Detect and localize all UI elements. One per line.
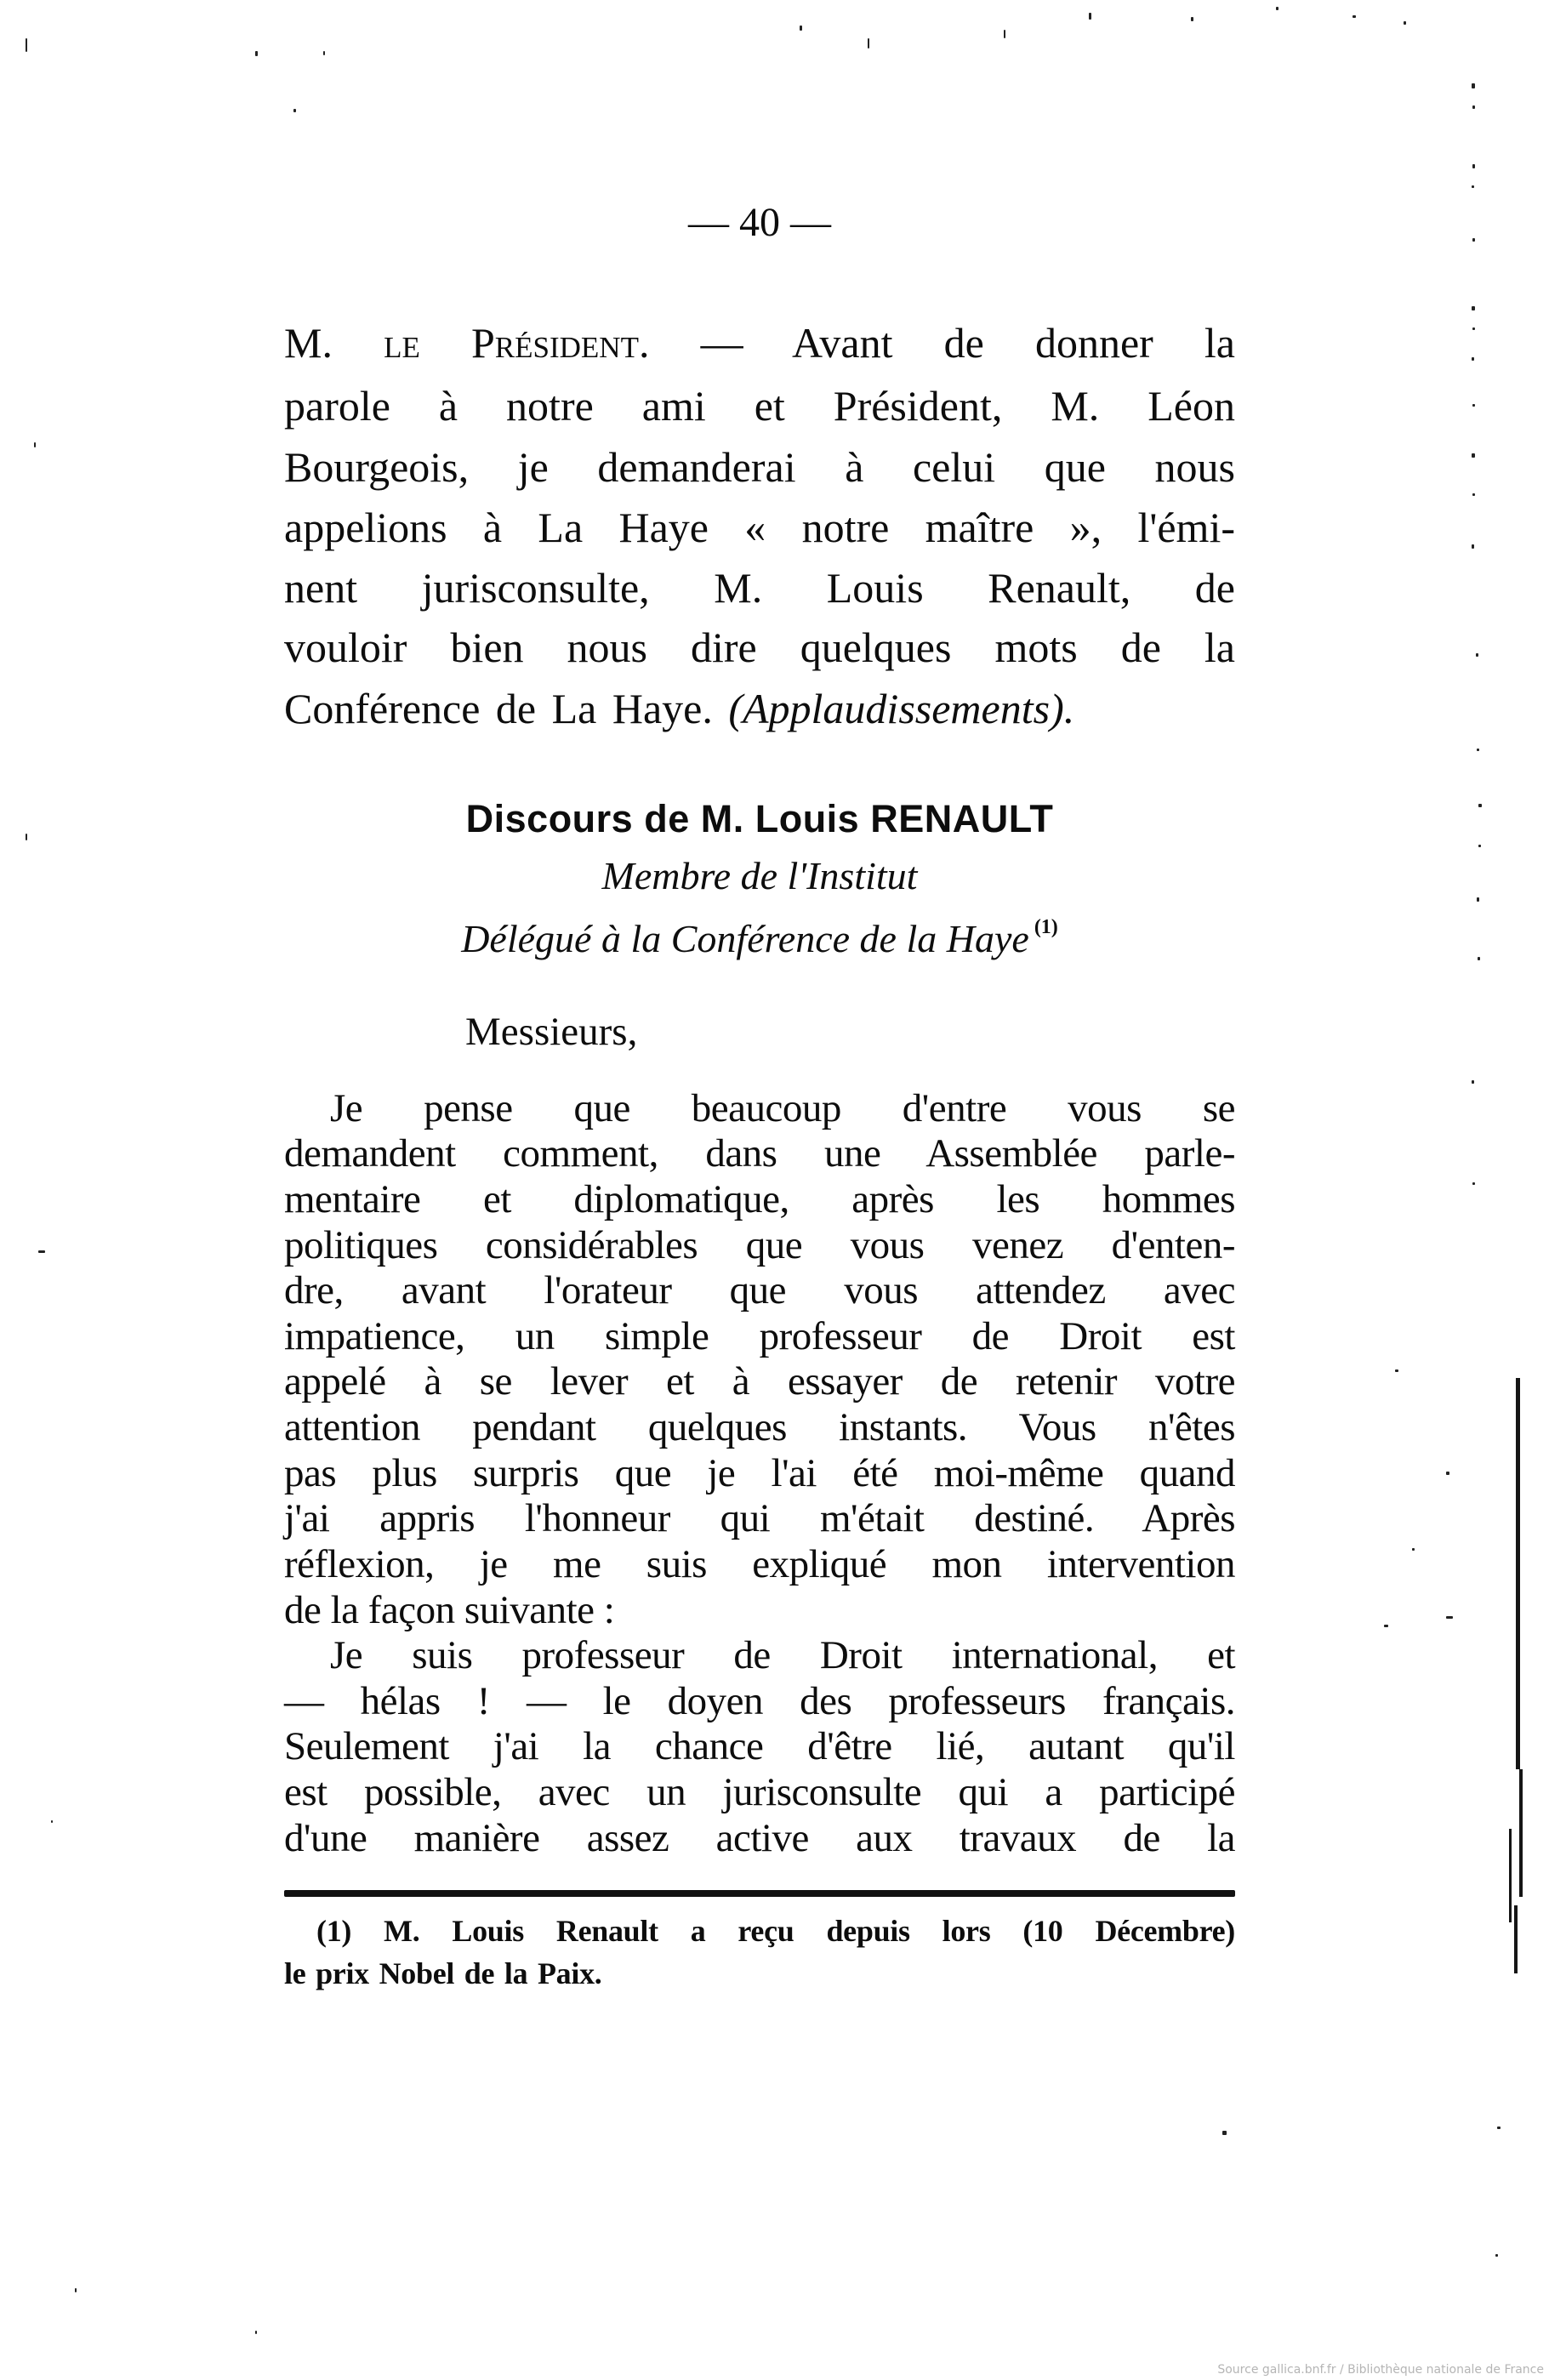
intro-line: Bourgeois, je demanderai à celui que nous (284, 443, 1235, 491)
body-line: demandent comment, dans une Assemblée parle- (284, 1131, 1235, 1176)
footnote-divider (284, 1890, 1235, 1897)
body-line: est possible, avec un jurisconsulte qui a participé (284, 1770, 1235, 1814)
intro-line (284, 319, 1236, 367)
body-line: mentaire et diplomatique, après les hommes (284, 1177, 1235, 1221)
body-line: de la façon suivante : (284, 1588, 615, 1632)
body-line: politiques considérables que vous venez d'enten- (284, 1223, 1235, 1267)
body-line: attention pendant quelques instants. Vous n'êtes (284, 1405, 1235, 1449)
intro-last-text: Conférence de La Haye. (284, 685, 713, 732)
footnote-reference: (1) (1034, 916, 1058, 938)
page-number: — 40 — (688, 200, 831, 245)
body-line: Je suis professeur de Droit international, et (330, 1633, 1235, 1677)
body-line: Seulement j'ai la chance d'être lié, autant qu'il (284, 1724, 1235, 1768)
source-watermark: Source gallica.bnf.fr / Bibliothèque nationale de France (1217, 2363, 1544, 2377)
speech-subtitle-delegate (284, 917, 1235, 959)
footnote-line: (1) M. Louis Renault a reçu depuis lors (10 Décembre) (316, 1914, 1235, 1948)
body-line: réflexion, je me suis expliqué mon intervention (284, 1542, 1235, 1586)
body-line: — hélas ! — le doyen des professeurs français. (284, 1679, 1235, 1723)
intro-line: vouloir bien nous dire quelques mots de la (284, 623, 1235, 671)
speaker-label: M. le Président. (284, 319, 650, 367)
body-line: d'une manière assez active aux travaux de la (284, 1816, 1235, 1860)
body-line: Je pense que beaucoup d'entre vous se (330, 1086, 1235, 1130)
body-line: j'ai appris l'honneur qui m'était destiné. Après (284, 1496, 1235, 1540)
salutation: Messieurs, (465, 1010, 638, 1054)
applause-note: (Applaudissements). (728, 685, 1075, 732)
speech-subtitle-delegate-text: Délégué à la Conférence de la Haye (461, 917, 1029, 960)
footnote-line: le prix Nobel de la Paix. (284, 1956, 602, 1990)
intro-line: parole à notre ami et Président, M. Léon (284, 382, 1235, 430)
speech-title: Discours de M. Louis RENAULT (465, 797, 1054, 840)
intro-line-text: — Avant de donner la (700, 319, 1236, 367)
speech-subtitle-institute: Membre de l'Institut (601, 854, 918, 897)
intro-line: appelions à La Haye « notre maître », l'émi- (284, 504, 1235, 551)
body-line: dre, avant l'orateur que vous attendez avec (284, 1268, 1235, 1312)
body-line: impatience, un simple professeur de Droit est (284, 1314, 1235, 1358)
body-line: appelé à se lever et à essayer de retenir votre (284, 1359, 1235, 1404)
intro-line-last (284, 687, 1074, 730)
intro-line: nent jurisconsulte, M. Louis Renault, de (284, 564, 1235, 612)
body-line: pas plus surpris que je l'ai été moi-même quand (284, 1451, 1235, 1495)
